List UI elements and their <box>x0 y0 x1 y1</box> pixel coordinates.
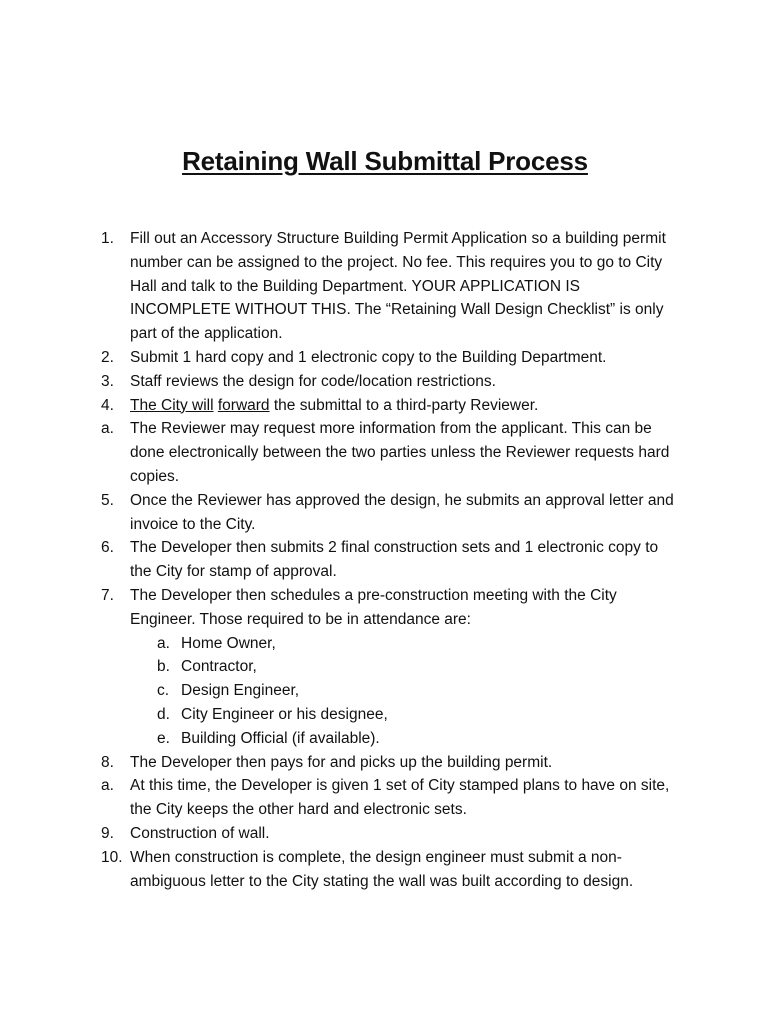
list-marker: 9. <box>101 824 114 842</box>
list-item-step-8a <box>0 774 770 822</box>
list-item-text: Building Official (if available). <box>181 729 380 747</box>
list-marker: a. <box>101 420 114 438</box>
list-marker: 3. <box>101 372 114 390</box>
list-item-text: Home Owner, <box>181 634 276 652</box>
list-marker: e. <box>157 729 170 747</box>
document-title: Retaining Wall Submittal Process <box>182 146 588 176</box>
list-item-attendee-city-engineer <box>0 703 770 727</box>
list-item-step-9 <box>0 822 770 846</box>
list-marker: 4. <box>101 396 114 414</box>
list-marker: 10. <box>101 848 123 866</box>
list-item-text: The Developer then submits 2 final construction sets and 1 electronic copy to the City for stamp of approval. <box>130 539 659 581</box>
list-item-attendee-contractor <box>0 655 770 679</box>
list-item-text: Once the Reviewer has approved the design, he submits an approval letter and invoice to the City. <box>130 491 674 533</box>
list-item-step-3 <box>0 370 770 394</box>
list-item-attendee-home-owner <box>0 632 770 656</box>
list-item-text: Staff reviews the design for code/location restrictions. <box>130 372 496 390</box>
list-marker: 7. <box>101 586 114 604</box>
underlined-text-city-will: The City will <box>130 396 214 414</box>
list-item-attendee-design-engineer <box>0 679 770 703</box>
list-item-step-5 <box>0 489 770 537</box>
list-item-step-8 <box>0 751 770 775</box>
list-item-step-2 <box>0 346 770 370</box>
list-item-text: Design Engineer, <box>181 682 300 700</box>
process-steps-list <box>0 227 770 893</box>
list-item-attendee-building-official <box>0 727 770 751</box>
list-marker: c. <box>157 682 170 700</box>
list-item-text: The Developer then pays for and picks up the building permit. <box>130 753 553 771</box>
list-item-text: The Developer then schedules a pre-construction meeting with the City Engineer. Those required to be in attendance are: <box>130 586 617 628</box>
list-item-text: When construction is complete, the design engineer must submit a non-ambiguous letter to the City stating the wall was built according to design. <box>130 848 634 890</box>
list-item-step-4a <box>0 417 770 488</box>
list-item-step-7 <box>0 584 770 632</box>
list-item-text: City Engineer or his designee, <box>181 705 388 723</box>
list-marker: b. <box>157 658 170 676</box>
list-marker: a. <box>101 777 114 795</box>
list-item-text-rest: the submittal to a third-party Reviewer. <box>269 396 539 414</box>
list-item-text: Construction of wall. <box>130 824 270 842</box>
list-marker: 5. <box>101 491 114 509</box>
list-item-text: Contractor, <box>181 658 257 676</box>
list-marker: 8. <box>101 753 114 771</box>
list-item-step-1 <box>0 227 770 346</box>
list-item-text: The Reviewer may request more information from the applicant. This can be done electronically between the two parties unless the Reviewer requests hard copies. <box>130 420 670 485</box>
list-item-text <box>130 394 678 418</box>
list-marker: a. <box>157 634 170 652</box>
list-item-step-10 <box>0 846 770 894</box>
list-marker: 6. <box>101 539 114 557</box>
list-marker: 2. <box>101 348 114 366</box>
underlined-text-forward: forward <box>217 396 270 414</box>
list-marker: d. <box>157 705 170 723</box>
list-item-step-6 <box>0 536 770 584</box>
list-marker: 1. <box>101 230 114 247</box>
list-item-text: At this time, the Developer is given 1 set of City stamped plans to have on site, the City keeps the other hard and electronic sets. <box>130 777 670 819</box>
list-item-text: Submit 1 hard copy and 1 electronic copy to the Building Department. <box>130 348 607 366</box>
list-item-text: Fill out an Accessory Structure Building Permit Application so a building permit number can be assigned to the project. No fee. This requires you to go to City Hall and talk to the Building Department. YOUR APPLICATION IS INCOMPLETE WITHOUT THIS. The “Retaining Wall Design Checklist” is only part of the application. <box>130 230 666 343</box>
list-item-step-4 <box>0 394 770 418</box>
